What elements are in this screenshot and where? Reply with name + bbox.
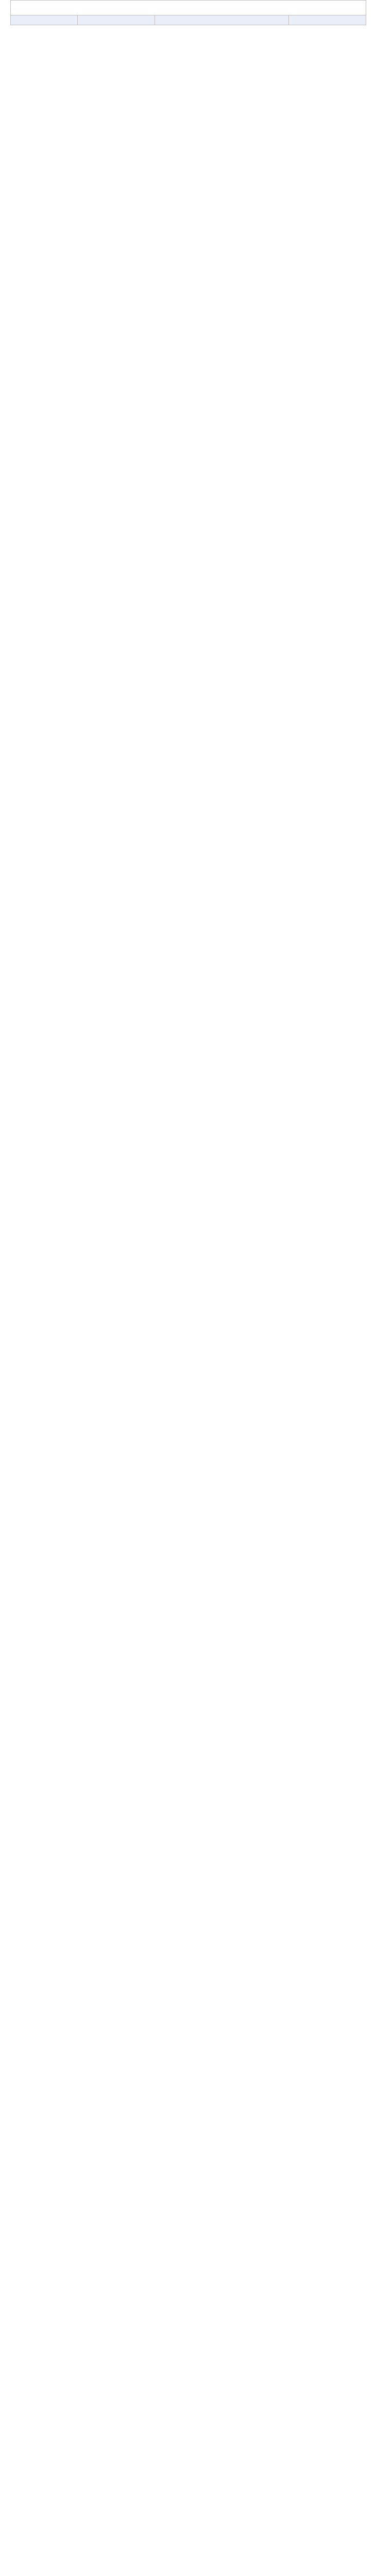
header-major (78, 15, 155, 25)
header-category (11, 15, 78, 25)
header-direction (155, 15, 289, 25)
table-body (11, 1, 366, 25)
table-title (11, 1, 366, 15)
header-count (289, 15, 366, 25)
table-title-row (11, 1, 366, 15)
table-header-row (11, 15, 366, 25)
enrollment-table-wrap (10, 0, 366, 25)
enrollment-table (10, 0, 366, 25)
